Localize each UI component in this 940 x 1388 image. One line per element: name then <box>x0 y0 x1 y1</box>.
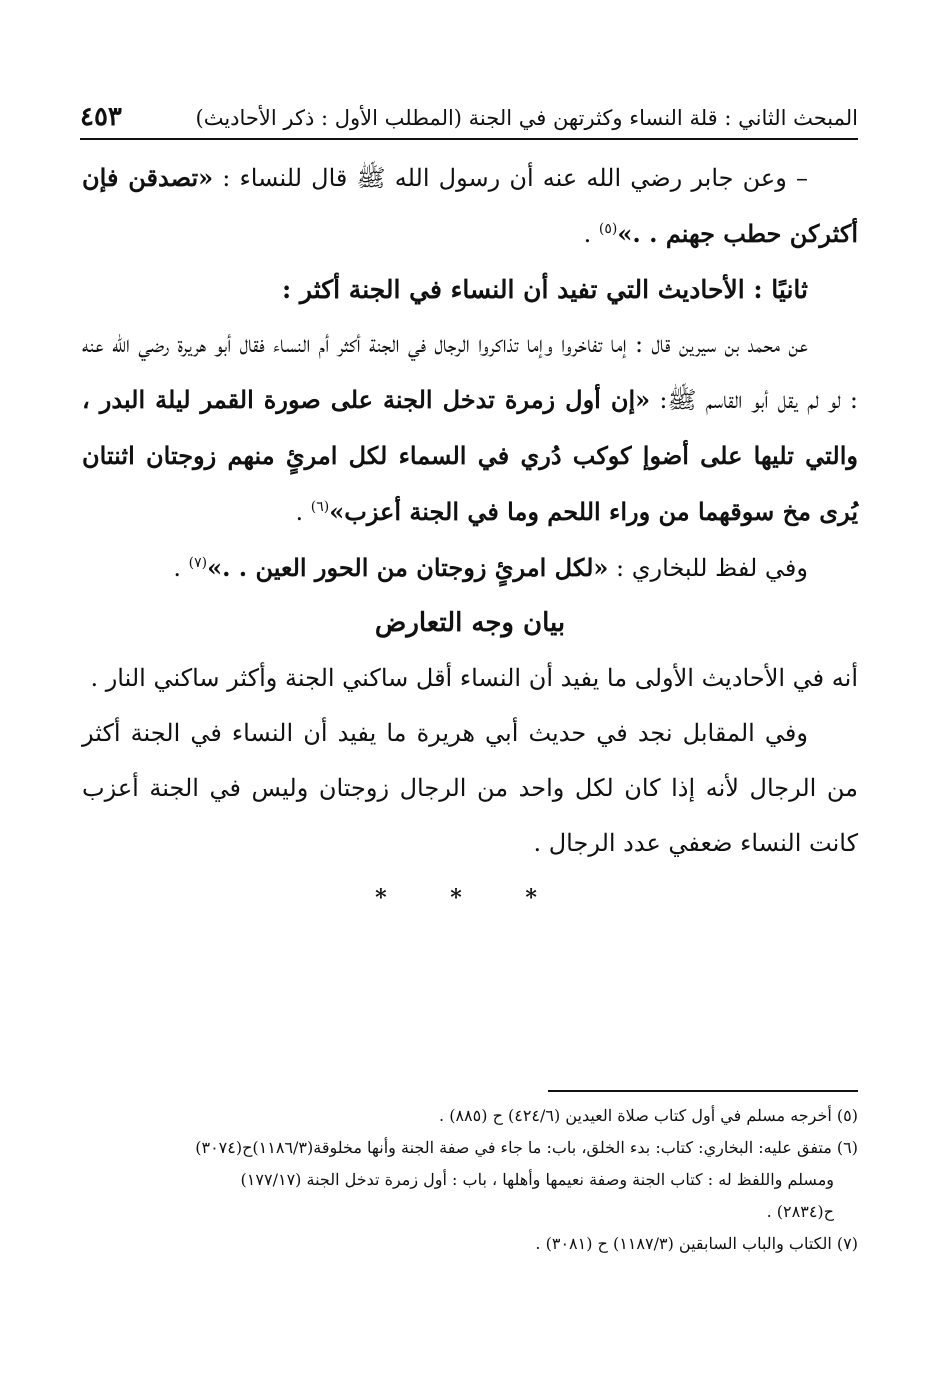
footnotes <box>80 1100 858 1260</box>
section-heading-2: ثانيًا : الأحاديث التي تفيد أن النساء في الجنة أكثر : <box>281 275 808 304</box>
hadith-quote: «إن أول زمرة تدخل الجنة على صورة القمر ليلة البدر ، والتي تليها على أضوإ كوكب دُري في السماء لكل امرئٍ منهم زوجتان اثنتان يُرى مخ سوقهما من وراء اللحم وما في الجنة أعزب» <box>82 385 858 526</box>
footnote-ref: (٥) <box>598 221 618 237</box>
paragraph-ibn-sirin <box>82 317 858 540</box>
footnote-6-line-1: (٦) متفق عليه: البخاري: كتاب: بدء الخلق، باب: ما جاء في صفة الجنة وأنها مخلوقة(١١٨٦/٣)ح(٣٠٧٤) <box>195 1138 858 1157</box>
footnote-ref: (٧) <box>188 555 208 571</box>
paragraph-end: . <box>295 498 311 526</box>
paragraph-jabir-hadith <box>82 150 858 262</box>
section-heading-3: بيان وجه التعارض <box>374 608 566 638</box>
page-number: ٤٥٣ <box>80 102 122 132</box>
footnote-6-line-2: ومسلم واللفظ له : كتاب الجنة وصفة نعيمها وأهلها ، باب : أول زمرة تدخل الجنة (١٧٧/١٧) <box>240 1170 834 1189</box>
paragraph-end: . <box>583 220 599 248</box>
hadith-quote: «تصدقن فإن أكثركن حطب جهنم . .» <box>82 163 858 248</box>
page-header <box>80 92 858 140</box>
paragraph-text: – وعن جابر رضي الله عنه أن رسول الله ﷺ قال للنساء : <box>213 164 808 192</box>
main-text <box>82 150 858 926</box>
paragraph-contradiction: أنه في الأحاديث الأولى ما يفيد أن النساء أقل ساكني الجنة وأكثر ساكني النار . <box>90 664 858 692</box>
footnote-5: (٥) أخرجه مسلم في أول كتاب صلاة العيدين (٤٢٤/٦) ح (٨٨٥) . <box>439 1106 858 1125</box>
footnote-6-line-3: ح(٢٨٣٤) . <box>766 1202 834 1221</box>
paragraph-text: وفي لفظ للبخاري : <box>608 554 808 582</box>
hadith-quote: «لكل امرئٍ زوجتان من الحور العين . .» <box>207 553 609 582</box>
footnote-divider <box>548 1090 858 1092</box>
paragraph-text: عن محمد بن سيرين قال : إما تفاخروا وإما تذاكروا الرجال في الجنة أكثر أم النساء فقال أبو هريرة رضي الله عنه : لو لم يقل أبو القاسم ﷺ: <box>82 330 858 414</box>
paragraph-counterpoint: وفي المقابل نجد في حديث أبي هريرة ما يفيد أن النساء في الجنة أكثر من الرجال لأنه إذا كان لكل واحد من الرجال زوجتان وليس في الجنة أعزب كانت النساء ضعفي عدد الرجال . <box>82 719 858 857</box>
section-separator: * * * <box>375 885 565 911</box>
footnote-7: (٧) الكتاب والباب السابقين (١١٨٧/٣) ح (٣٠٨١) . <box>535 1234 858 1253</box>
paragraph-bukhari <box>82 540 858 596</box>
running-title: المبحث الثاني : قلة النساء وكثرتهن في الجنة (المطلب الأول : ذكر الأحاديث) <box>195 106 858 130</box>
footnote-ref: (٦) <box>310 499 330 515</box>
paragraph-end: . <box>173 554 189 582</box>
